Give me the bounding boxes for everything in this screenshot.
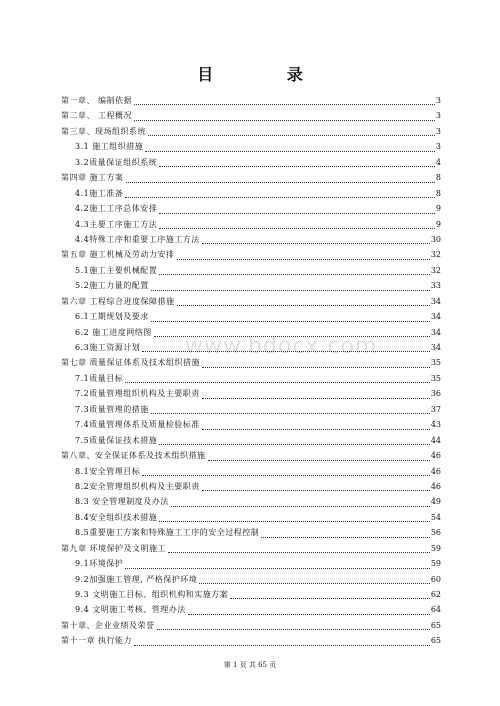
toc-entry-page: 8 bbox=[435, 188, 441, 198]
toc-entry-page: 34 bbox=[430, 327, 441, 337]
toc-entry[interactable] bbox=[61, 263, 441, 278]
toc-entry-page: 43 bbox=[430, 420, 441, 430]
toc-entry[interactable] bbox=[61, 108, 441, 123]
toc-entry-label: 7.5质量保证技术措施 bbox=[75, 435, 158, 445]
toc-entry-page: 33 bbox=[430, 281, 441, 291]
dot-leader bbox=[154, 336, 430, 337]
toc-entry[interactable] bbox=[61, 464, 441, 479]
dot-leader bbox=[151, 321, 430, 322]
toc-entry[interactable] bbox=[61, 479, 441, 494]
toc-entry-label: 6.3施工资源计划 bbox=[75, 343, 141, 352]
dot-leader bbox=[177, 305, 430, 306]
toc-entry-page: 49 bbox=[430, 497, 441, 507]
toc-entry[interactable] bbox=[61, 217, 441, 232]
toc-entry-label: 第一章、 编制依据 bbox=[61, 96, 133, 105]
toc-entry-label: 4.2施工工序总体安排 bbox=[75, 204, 158, 214]
toc-entry-label: 6.2 施工进度网络图 bbox=[75, 327, 152, 337]
toc-entry-page: 44 bbox=[430, 435, 441, 445]
toc-entry-label: 4.4特殊工序和重要工序施工方法 bbox=[75, 234, 200, 244]
toc-entry[interactable] bbox=[61, 633, 441, 648]
toc-entry[interactable] bbox=[61, 325, 441, 340]
dot-leader bbox=[261, 537, 430, 538]
dot-leader bbox=[208, 460, 430, 461]
dot-leader bbox=[142, 475, 430, 476]
toc-entry-page: 30 bbox=[430, 234, 441, 244]
toc-entry-label: 第五章 施工机械及劳动力安排 bbox=[61, 250, 175, 260]
dot-leader bbox=[134, 645, 430, 646]
toc-entry-page: 54 bbox=[430, 512, 441, 522]
toc-entry-label: 9.2加强施工管理, 严格保护环境 bbox=[75, 574, 198, 584]
toc-entry-label: 8.1安全管理目标 bbox=[75, 466, 141, 476]
dot-leader bbox=[171, 506, 430, 507]
toc-entry-page: 34 bbox=[430, 312, 441, 322]
toc-entry[interactable] bbox=[61, 402, 441, 417]
toc-entry[interactable] bbox=[61, 572, 441, 587]
toc-entry[interactable] bbox=[61, 618, 441, 633]
toc-entry-label: 6.1工期规划及要求 bbox=[75, 312, 149, 322]
toc-entry-label: 5.1施工主要机械配置 bbox=[75, 265, 158, 275]
toc-entry[interactable] bbox=[61, 355, 441, 370]
dot-leader bbox=[199, 583, 430, 584]
dot-leader bbox=[125, 568, 430, 569]
toc-entry-label: 9.3 文明施工目标、组织机构和实施方案 bbox=[75, 590, 229, 599]
toc-entry-page: 32 bbox=[430, 250, 441, 260]
toc-entry[interactable] bbox=[61, 155, 441, 170]
toc-entry-label: 第三章、现场组织系统 bbox=[61, 126, 146, 136]
toc-entry-page: 46 bbox=[430, 466, 441, 476]
toc-entry-page: 65 bbox=[430, 636, 441, 646]
dot-leader bbox=[125, 197, 435, 198]
toc-entry[interactable] bbox=[61, 309, 441, 324]
toc-entry-label: 7.2质量管理组织机构及主要职责 bbox=[75, 389, 200, 399]
toc-entry-label: 7.3质量管理的措施 bbox=[75, 404, 149, 414]
toc-entry[interactable] bbox=[61, 201, 441, 216]
dot-leader bbox=[151, 290, 430, 291]
dot-leader bbox=[159, 228, 435, 229]
toc-entry-page: 9 bbox=[435, 219, 441, 229]
page-footer: 第 1 页 共 65 页 bbox=[223, 661, 277, 669]
page-title: 目 录 bbox=[197, 65, 337, 84]
toc-entry-page: 4 bbox=[435, 157, 441, 167]
toc-entry-page: 46 bbox=[430, 481, 441, 491]
toc-entry-page: 9 bbox=[435, 204, 441, 214]
toc-entry-page: 3 bbox=[435, 111, 441, 121]
dot-leader bbox=[159, 274, 430, 275]
toc-entry[interactable] bbox=[61, 386, 441, 401]
toc-entry-page: 46 bbox=[430, 451, 441, 461]
dot-leader bbox=[230, 598, 430, 599]
toc-entry-label: 7.4质量管理体系及质量检验标准 bbox=[75, 420, 200, 430]
toc-entry-page: 60 bbox=[430, 574, 441, 584]
watermark: www.bdocx.com bbox=[185, 334, 378, 359]
dot-leader bbox=[159, 444, 430, 445]
toc-entry[interactable] bbox=[61, 433, 441, 448]
toc-entry-label: 5.2施工力量的配置 bbox=[75, 281, 149, 291]
dot-leader bbox=[188, 614, 430, 615]
toc-entry[interactable] bbox=[61, 602, 441, 617]
toc-entry[interactable] bbox=[61, 139, 441, 154]
toc-entry-label: 3.1 施工组织措施 bbox=[75, 142, 144, 152]
dot-leader bbox=[142, 351, 430, 352]
toc-entry-label: 3.2质量保证组织系统 bbox=[75, 157, 158, 167]
dot-leader bbox=[151, 413, 430, 414]
toc-entry-label: 第二章、 工程概况 bbox=[61, 111, 133, 121]
toc-entry[interactable] bbox=[61, 232, 441, 247]
toc-entry-page: 32 bbox=[430, 265, 441, 275]
toc-entry-page: 8 bbox=[435, 173, 441, 183]
toc-entry-label: 9.1环境保护 bbox=[75, 559, 124, 569]
dot-leader bbox=[168, 552, 430, 553]
dot-leader bbox=[202, 398, 430, 399]
dot-leader bbox=[202, 243, 430, 244]
toc-entry[interactable] bbox=[61, 247, 441, 262]
toc-entry-page: 34 bbox=[430, 343, 441, 352]
toc-entry-page: 59 bbox=[430, 543, 441, 553]
dot-leader bbox=[159, 213, 435, 214]
toc-entry-page: 62 bbox=[430, 590, 441, 599]
dot-leader bbox=[145, 151, 435, 152]
toc-entry[interactable] bbox=[61, 93, 441, 108]
dot-leader bbox=[126, 182, 435, 183]
dot-leader bbox=[202, 367, 430, 368]
toc-entry-label: 7.1质量目标 bbox=[75, 373, 124, 383]
toc-entry-label: 第十一章 执行能力 bbox=[61, 636, 133, 646]
toc-entry-page: 56 bbox=[430, 528, 441, 538]
toc-entry-label: 8.2安全管理组织机构及主要职责 bbox=[75, 481, 200, 491]
toc-entry-page: 37 bbox=[430, 404, 441, 414]
toc-entry[interactable] bbox=[61, 294, 441, 309]
toc-entry[interactable] bbox=[61, 124, 441, 139]
dot-leader bbox=[125, 382, 430, 383]
toc-entry[interactable] bbox=[61, 525, 441, 540]
table-of-contents bbox=[61, 93, 441, 649]
toc-entry-label: 第八章、安全保证体系及技术组织措施 bbox=[61, 451, 206, 461]
toc-entry[interactable] bbox=[61, 170, 441, 185]
toc-entry[interactable] bbox=[61, 587, 441, 602]
toc-entry-page: 64 bbox=[430, 605, 441, 615]
toc-entry[interactable] bbox=[61, 417, 441, 432]
toc-entry-label: 第九章 环境保护及文明施工 bbox=[61, 543, 167, 553]
toc-entry-label: 8.3 安全管理制度及办法 bbox=[75, 497, 169, 507]
toc-entry[interactable] bbox=[61, 448, 441, 463]
toc-entry-label: 第四章 施工方案 bbox=[61, 173, 124, 183]
toc-entry-page: 3 bbox=[435, 126, 441, 136]
toc-entry-page: 36 bbox=[430, 389, 441, 399]
toc-entry-label: 4.1施工准备 bbox=[75, 188, 124, 198]
dot-leader bbox=[134, 120, 435, 121]
toc-entry-label: 9.4 文明施工考核、管理办法 bbox=[75, 605, 186, 615]
toc-entry[interactable] bbox=[61, 371, 441, 386]
toc-entry[interactable] bbox=[61, 541, 441, 556]
toc-entry-page: 59 bbox=[430, 559, 441, 569]
toc-entry-label: 4.3主要工序施工方法 bbox=[75, 219, 158, 229]
toc-entry-page: 34 bbox=[430, 296, 441, 306]
toc-entry-page: 3 bbox=[435, 96, 441, 105]
toc-entry-label: 8.4安全组织技术措施 bbox=[75, 512, 158, 522]
toc-entry[interactable] bbox=[61, 186, 441, 201]
toc-entry[interactable] bbox=[61, 494, 441, 509]
toc-entry-page: 65 bbox=[430, 620, 441, 630]
toc-entry-label: 第六章 工程综合进度保障措施 bbox=[61, 296, 175, 306]
toc-entry[interactable] bbox=[61, 340, 441, 355]
toc-entry-page: 3 bbox=[435, 142, 441, 152]
toc-entry[interactable] bbox=[61, 510, 441, 525]
dot-leader bbox=[134, 104, 435, 105]
toc-entry-page: 35 bbox=[430, 373, 441, 383]
toc-entry[interactable] bbox=[61, 556, 441, 571]
dot-leader bbox=[157, 629, 430, 630]
dot-leader bbox=[202, 429, 430, 430]
dot-leader bbox=[177, 259, 430, 260]
toc-entry-page: 35 bbox=[430, 358, 441, 368]
toc-entry[interactable] bbox=[61, 278, 441, 293]
dot-leader bbox=[148, 135, 435, 136]
dot-leader bbox=[202, 490, 430, 491]
dot-leader bbox=[159, 521, 430, 522]
dot-leader bbox=[159, 166, 435, 167]
toc-entry-label: 第十章、企业业绩及荣誉 bbox=[61, 620, 155, 630]
toc-entry-label: 8.5重要施工方案和特殊施工工序的安全过程控制 bbox=[75, 528, 260, 538]
toc-entry-label: 第七章 质量保证体系及技术组织措施 bbox=[61, 358, 201, 368]
